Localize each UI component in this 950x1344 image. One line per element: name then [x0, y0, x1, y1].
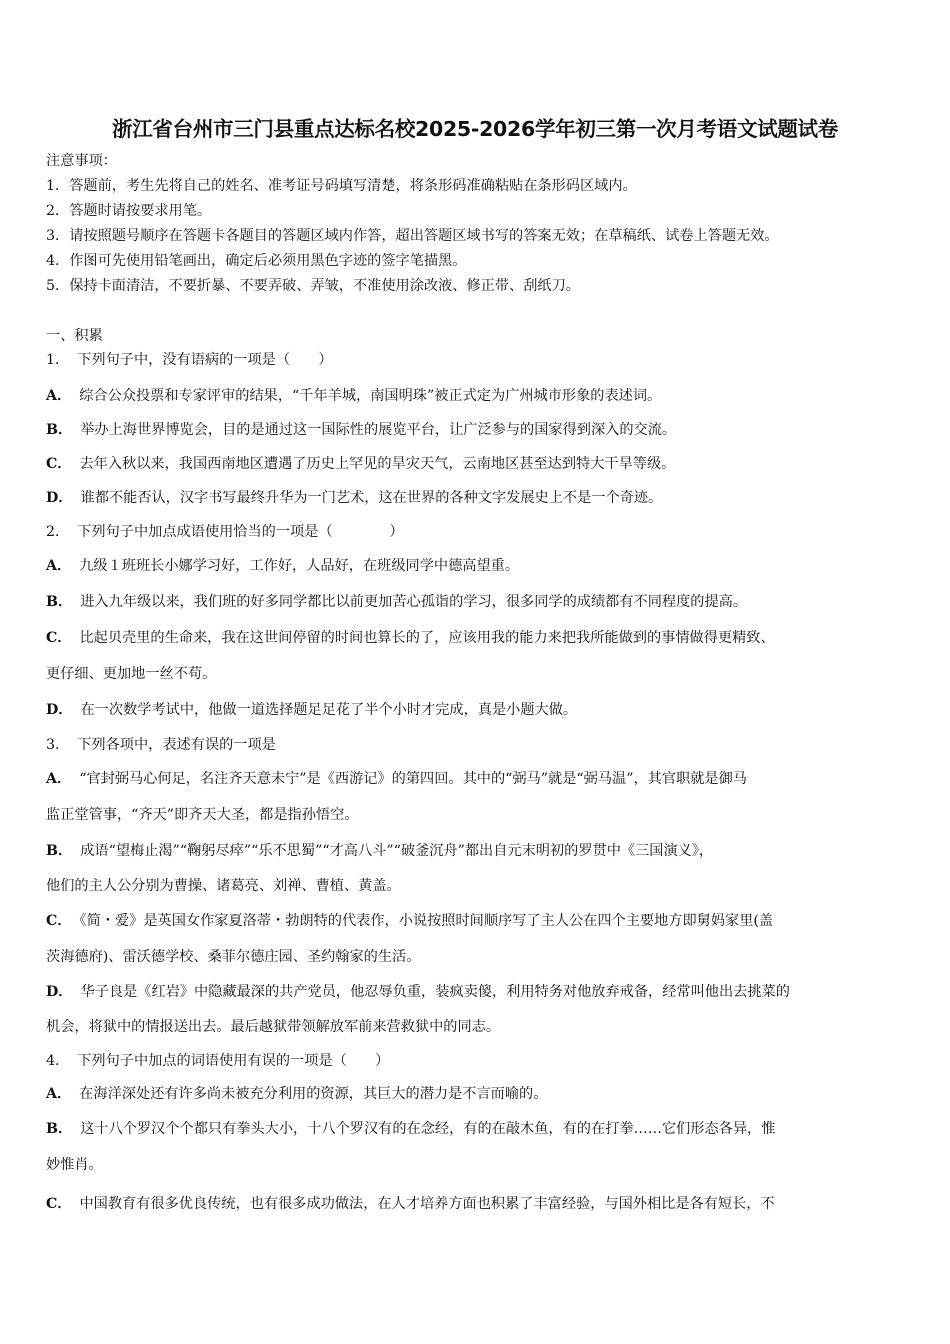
option-text: “官封弼马心何足，名注齐天意未宁”是《西游记》的第四回。其中的“弼马”就是“弼马温”，其官职就是御马: [79, 771, 747, 787]
option-text: 华子良是《红岩》中隐藏最深的共产党员，他忍辱负重，装疯卖傻，利用特务对他放弃戒备，经常叫他出去挑菜的: [80, 984, 790, 1000]
option: [46, 700, 577, 720]
option-continuation: 机会，将狱中的情报送出去。最后越狱带领解放军前来营救狱中的同志。: [46, 1019, 501, 1035]
option: [46, 1119, 775, 1139]
page-title: 浙江省台州市三门县重点达标名校2025-2026学年初三第一次月考语文试题试卷: [112, 117, 838, 141]
question-stem: [46, 350, 333, 370]
question-text: 下列句子中，没有语病的一项是（ ）: [77, 352, 333, 368]
option-continuation: 妙惟肖。: [46, 1157, 103, 1173]
option-text: 中国教育有很多优良传统，也有很多成功做法，在人才培养方面也积累了丰富经验，与国外相比是各有短长，不: [79, 1196, 775, 1212]
option-letter: B．: [46, 594, 73, 610]
option-text: 在一次数学考试中，他做一道选择题足足花了半个小时才完成，真是小题大做。: [80, 702, 578, 718]
question-text: 下列句子中加点成语使用恰当的一项是（ ）: [77, 524, 404, 540]
question-stem: [46, 1051, 389, 1071]
option-letter: D．: [46, 702, 73, 718]
note-item: 5．保持卡面清洁，不要折暴、不要弄破、弄皱，不准使用涂改液、修正带、刮纸刀。: [46, 278, 580, 294]
option-text: 在海洋深处还有许多尚未被充分利用的资源，其巨大的潜力是不言而喻的。: [79, 1086, 548, 1102]
option-continuation: 更仔细、更加地一丝不苟。: [46, 666, 217, 682]
option-letter: D．: [46, 984, 73, 1000]
option: [46, 488, 662, 508]
section-heading: 一、积累: [46, 328, 103, 344]
option: [46, 911, 773, 931]
note-item: 2．答题时请按要求用笔。: [46, 203, 212, 219]
option-text: 这十八个罗汉个个都只有拳头大小，十八个罗汉有的在念经，有的在敲木鱼，有的在打拳……它们形态各异，惟: [80, 1121, 776, 1137]
option-continuation: 他们的主人公分别为曹操、诸葛亮、刘禅、曹植、黄盖。: [46, 878, 401, 894]
option-text: 比起贝壳里的生命来，我在这世间停留的时间也算长的了，应该用我的能力来把我所能做到的事情做得更精致、: [79, 630, 775, 646]
question-number: 3．: [46, 737, 70, 753]
option: [46, 1084, 547, 1104]
option-text: 成语“望梅止渴”“鞠躬尽瘁”“乐不思蜀”“才高八斗”“破釜沉舟”都出自元末明初的罗贯中《三国演义》，: [80, 843, 714, 859]
option-text: 《简・爱》是英国女作家夏洛蒂・勃朗特的代表作，小说按照时间顺序写了主人公在四个主要地方即舅妈家里(盖: [79, 913, 774, 929]
option-letter: A．: [46, 771, 72, 787]
option-letter: C．: [46, 456, 72, 472]
option-letter: B．: [46, 422, 73, 438]
option: [46, 982, 790, 1002]
note-item: 4．作图可先使用铅笔画出，确定后必须用黑色字迹的签字笔描黑。: [46, 253, 467, 269]
notes-heading: 注意事项：: [46, 153, 117, 169]
option-text: 九级１班班长小娜学习好，工作好，人品好，在班级同学中德高望重。: [79, 558, 520, 574]
question-text: 下列句子中加点的词语使用有误的一项是（ ）: [77, 1053, 390, 1069]
question-number: 1．: [46, 352, 70, 368]
option: [46, 628, 775, 648]
option: [46, 454, 675, 474]
option-continuation: 茨海德府)、雷沃德学校、桑菲尔德庄园、圣约翰家的生活。: [46, 949, 421, 965]
question-number: 4．: [46, 1053, 70, 1069]
option: [46, 769, 747, 789]
option-text: 举办上海世界博览会，目的是通过这一国际性的展览平台，让广泛参与的国家得到深入的交流。: [80, 422, 677, 438]
option-letter: A．: [46, 1086, 72, 1102]
question-text: 下列各项中，表述有误的一项是: [77, 737, 276, 753]
option: [46, 592, 747, 612]
note-item: 1．答题前，考生先将自己的姓名、准考证号码填写清楚，将条形码准确粘贴在条形码区域内。: [46, 178, 637, 194]
option-text: 去年入秋以来，我国西南地区遭遇了历史上罕见的旱灾天气，云南地区甚至达到特大干旱等级。: [79, 456, 676, 472]
option-letter: A．: [46, 558, 72, 574]
option: [46, 841, 713, 861]
option-letter: C．: [46, 1196, 72, 1212]
option: [46, 420, 676, 440]
option-text: 谁都不能否认，汉字书写最终升华为一门艺术，这在世界的各种文字发展史上不是一个奇迹。: [80, 490, 663, 506]
option: [46, 1194, 775, 1214]
option-letter: B．: [46, 1121, 73, 1137]
option: [46, 556, 519, 576]
note-item: 3．请按照题号顺序在答题卡各题目的答题区域内作答，超出答题区域书写的答案无效；在草稿纸、试卷上答题无效。: [46, 228, 779, 244]
option-letter: B．: [46, 843, 73, 859]
question-stem: [46, 522, 404, 542]
option-letter: D．: [46, 490, 73, 506]
option-text: 综合公众投票和专家评审的结果，“千年羊城，南国明珠”被正式定为广州城市形象的表述词。: [79, 388, 662, 404]
option-text: 进入九年级以来，我们班的好多同学都比以前更加苦心孤诣的学习，很多同学的成绩都有不同程度的提高。: [80, 594, 748, 610]
option: [46, 386, 661, 406]
option-letter: C．: [46, 913, 72, 929]
question-number: 2．: [46, 524, 70, 540]
option-letter: A．: [46, 388, 72, 404]
question-stem: [46, 735, 276, 755]
option-letter: C．: [46, 630, 72, 646]
option-continuation: 监正堂管事，“齐天”即齐天大圣，都是指孙悟空。: [46, 807, 359, 823]
